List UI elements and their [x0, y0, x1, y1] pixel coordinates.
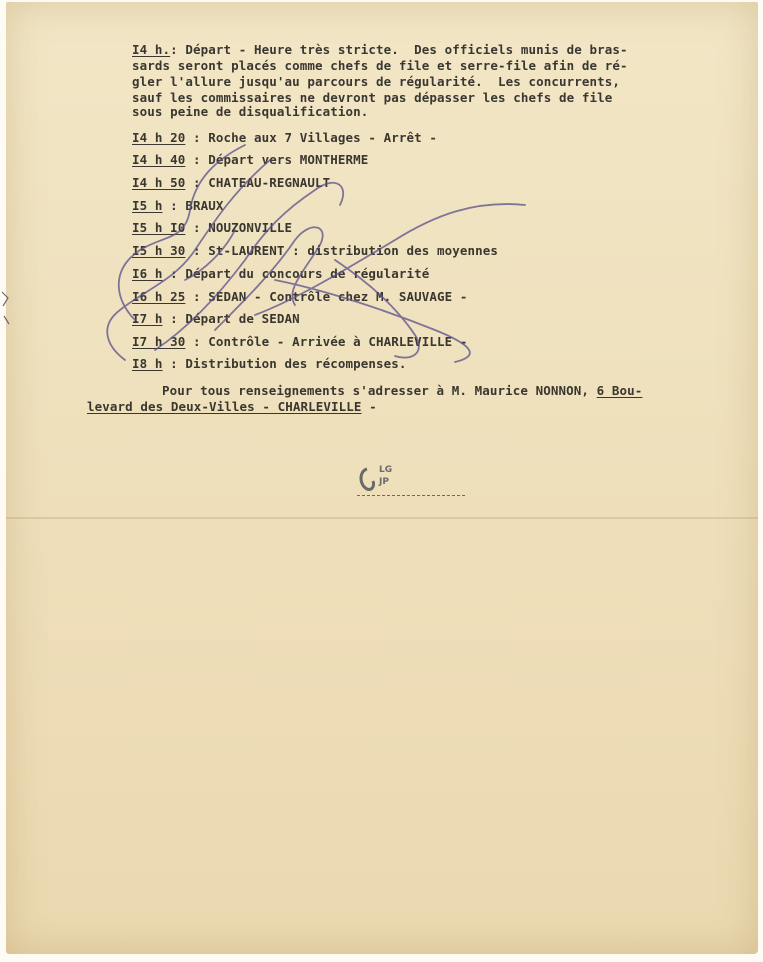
schedule-text: : Roche aux 7 Villages - Arrêt -: [185, 130, 438, 145]
schedule-time: I5 h I0: [132, 220, 186, 235]
contact-text: Pour tous renseignements s'adresser à M. Maurice NONNON,: [162, 383, 597, 398]
schedule-text: : Distribution des récompenses.: [162, 356, 407, 371]
intro-line-4: sauf les commissaires ne devront pas dépasser les chefs de file: [132, 90, 613, 105]
schedule-time: I4 h 50: [132, 175, 186, 190]
schedule-time: I7 h 30: [132, 334, 186, 349]
schedule-time: I5 h 30: [132, 243, 186, 258]
intro-time: I4 h.: [132, 42, 171, 57]
schedule-text: : Contrôle - Arrivée à CHARLEVILLE -: [185, 334, 468, 349]
schedule-text: : Départ de SEDAN: [162, 311, 300, 326]
schedule-time: I7 h: [132, 311, 163, 326]
stamp-text-bottom: JP: [379, 477, 389, 487]
stamp-rule: [357, 495, 465, 496]
margin-mark: [0, 290, 12, 330]
schedule-time: I4 h 40: [132, 152, 186, 167]
intro-line-1-rest: : Départ - Heure très stricte. Des officiels munis de bras-: [170, 42, 628, 57]
library-stamp: [357, 463, 407, 499]
schedule-text: : SEDAN - Contrôle chez M. SAUVAGE -: [185, 289, 468, 304]
schedule-text: : Départ vers MONTHERME: [185, 152, 369, 167]
schedule-time: I4 h 20: [132, 130, 186, 145]
schedule-time: I6 h: [132, 266, 163, 281]
signature-scrawl: [95, 130, 555, 400]
schedule-text: : NOUZONVILLE: [185, 220, 293, 235]
schedule-text: : Départ du concours de régularité: [162, 266, 430, 281]
contact-line-2: [87, 399, 377, 415]
schedule-time: I8 h: [132, 356, 163, 371]
schedule-text: : St-LAURENT : distribution des moyennes: [185, 243, 499, 258]
intro-line-5: sous peine de disqualification.: [132, 104, 369, 119]
schedule-text: : BRAUX: [162, 198, 224, 213]
contact-tail: -: [361, 399, 377, 414]
intro-line-3: gler l'allure jusqu'au parcours de régularité. Les concurrents,: [132, 74, 621, 89]
contact-address-start: 6 Bou-: [596, 383, 643, 398]
contact-address-end: levard des Deux-Villes - CHARLEVILLE: [87, 399, 362, 414]
schedule-time: I5 h: [132, 198, 163, 213]
intro-line-1: [132, 42, 628, 58]
intro-line-2: sards seront placés comme chefs de file et serre-file afin de ré-: [132, 58, 628, 73]
schedule-time: I6 h 25: [132, 289, 186, 304]
schedule-text: : CHATEAU-REGNAULT: [185, 175, 331, 190]
stamp-text-top: LG: [379, 465, 393, 475]
